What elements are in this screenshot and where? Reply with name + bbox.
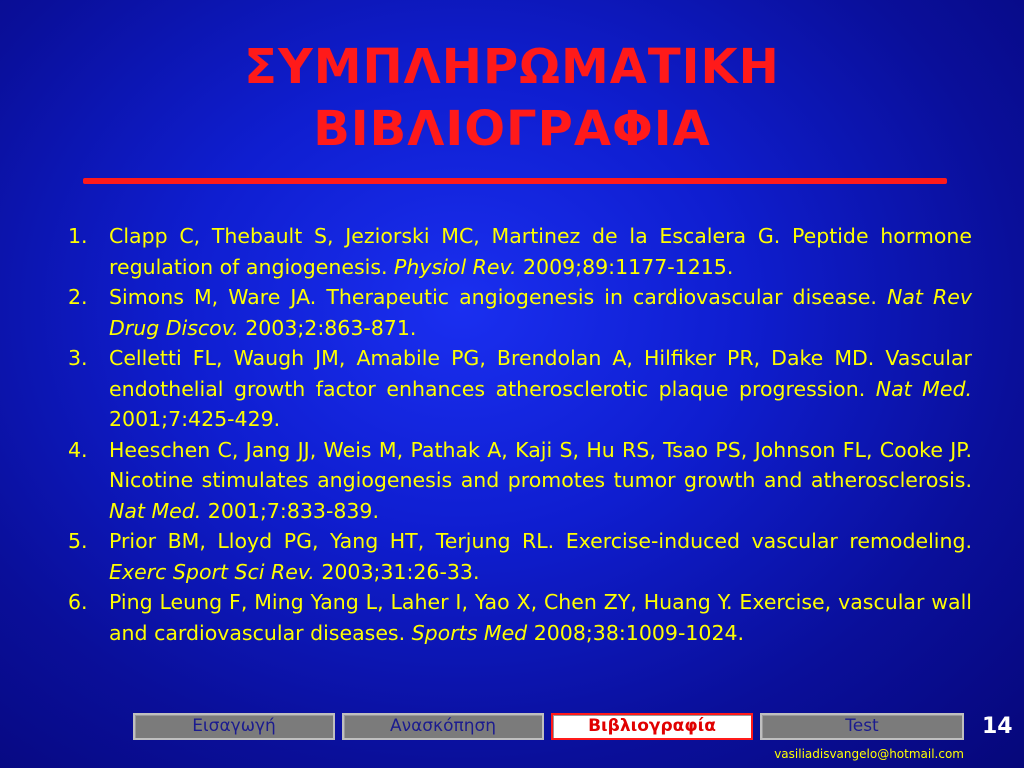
reference-authors: Ping Leung F, Ming Yang L, Laher I, Yao X, Chen ZY, Huang Y. Exercise, vascular wall and cardiovascular diseases.: [109, 590, 972, 645]
slide-title-line-1: ΣΥΜΠΛΗΡΩΜΑΤΙΚΗ: [244, 39, 780, 95]
reference-journal: Physiol Rev.: [394, 254, 517, 279]
reference-list: [62, 221, 972, 648]
reference-number: 2.: [68, 285, 88, 309]
reference-item: [62, 221, 972, 282]
reference-journal: Sports Med: [411, 620, 528, 645]
reference-number: 4.: [68, 437, 88, 462]
reference-citation: 2008;38:1009-1024.: [527, 620, 745, 645]
title-underline: [83, 178, 947, 184]
reference-citation: 2001;7:833-839.: [201, 498, 379, 523]
reference-number: 6.: [68, 590, 88, 614]
reference-journal: Nat Rev Drug Discov.: [109, 285, 972, 340]
reference-number: 5.: [68, 529, 88, 553]
nav-bibliography-button[interactable]: Βιβλιογραφία: [551, 713, 753, 740]
reference-citation: 2003;2:863-871.: [238, 315, 417, 340]
nav-test-button[interactable]: Test: [760, 713, 964, 740]
reference-authors: Prior BM, Lloyd PG, Yang HT, Terjung RL. Exercise-induced vascular remodeling.: [109, 529, 972, 553]
reference-authors: Celletti FL, Waugh JM, Amabile PG, Brendolan A, Hilfiker PR, Dake MD. Vascular endothelial growth factor enhances atherosclerotic plaque progression.: [109, 346, 972, 401]
reference-citation: 2001;7:425-429.: [109, 407, 281, 431]
page-number: 14: [982, 714, 1013, 739]
slide-title-line-2: ΒΙΒΛΙΟΓΡΑΦΙΑ: [313, 101, 711, 157]
reference-journal: Exerc Sport Sci Rev.: [109, 559, 315, 584]
reference-number: 1.: [68, 224, 88, 248]
reference-item: [62, 587, 972, 648]
reference-authors: Simons M, Ware JA. Therapeutic angiogenesis in cardiovascular disease.: [109, 285, 887, 309]
reference-item: [62, 343, 972, 435]
reference-journal: Nat Med.: [875, 376, 973, 401]
reference-number: 3.: [68, 346, 88, 370]
reference-journal: Nat Med.: [109, 498, 202, 523]
nav-intro-button[interactable]: Εισαγωγή: [133, 713, 335, 740]
reference-citation: 2003;31:26-33.: [314, 559, 480, 584]
reference-item: [62, 435, 972, 527]
reference-citation: 2009;89:1177-1215.: [516, 254, 734, 279]
reference-authors: Heeschen C, Jang JJ, Weis M, Pathak A, Kaji S, Hu RS, Tsao PS, Johnson FL, Cooke JP. Nicotine stimulates angiogenesis and promotes tumor growth and atherosclerosis.: [109, 437, 972, 492]
reference-item: [62, 526, 972, 587]
slide-title: [0, 36, 1024, 160]
reference-item: [62, 282, 972, 343]
reference-authors: Clapp C, Thebault S, Jeziorski MC, Martinez de la Escalera G. Peptide hormone regulation of angiogenesis.: [109, 224, 972, 279]
nav-review-button[interactable]: Ανασκόπηση: [342, 713, 544, 740]
contact-email: vasiliadisvangelo@hotmail.com: [774, 747, 964, 761]
